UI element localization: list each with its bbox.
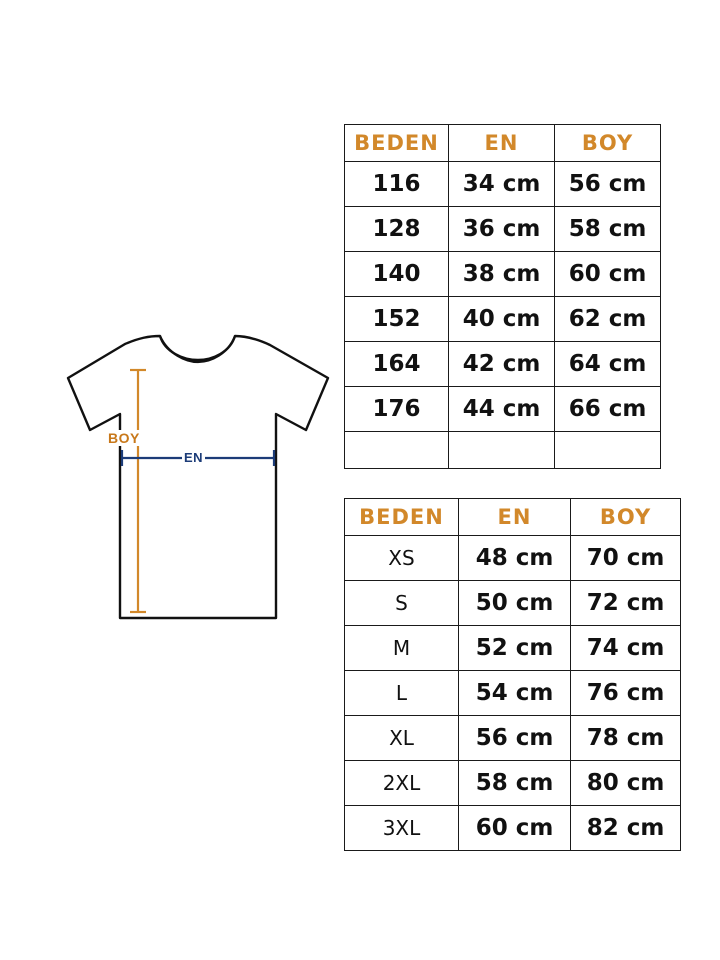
- cell-beden: 152: [345, 297, 449, 342]
- table-header-row: [345, 125, 661, 162]
- cell-en: 58 cm: [459, 761, 571, 806]
- size-table-adult: [344, 498, 681, 851]
- cell-boy: 56 cm: [555, 162, 661, 207]
- table-row: [345, 252, 661, 297]
- cell-boy: 72 cm: [571, 581, 681, 626]
- boy-label: BOY: [108, 430, 140, 446]
- cell-boy: 82 cm: [571, 806, 681, 851]
- cell-beden: XS: [345, 536, 459, 581]
- size-table-kids: [344, 124, 661, 469]
- cell-boy: 76 cm: [571, 671, 681, 716]
- table-row: [345, 716, 681, 761]
- column-header-en: EN: [459, 499, 571, 536]
- table-row: [345, 626, 681, 671]
- column-header-en: EN: [449, 125, 555, 162]
- cell-en: 60 cm: [459, 806, 571, 851]
- table-row: [345, 581, 681, 626]
- table-row-empty: [345, 432, 661, 469]
- cell-beden: 116: [345, 162, 449, 207]
- table-row: [345, 207, 661, 252]
- cell-en: 42 cm: [449, 342, 555, 387]
- cell-beden: 2XL: [345, 761, 459, 806]
- column-header-beden: BEDEN: [345, 125, 449, 162]
- cell-boy: 74 cm: [571, 626, 681, 671]
- cell-beden: 164: [345, 342, 449, 387]
- cell-en: 56 cm: [459, 716, 571, 761]
- cell-en: 52 cm: [459, 626, 571, 671]
- cell-en: 40 cm: [449, 297, 555, 342]
- table-row: [345, 297, 661, 342]
- cell-beden: L: [345, 671, 459, 716]
- cell-en: 36 cm: [449, 207, 555, 252]
- cell-boy: 62 cm: [555, 297, 661, 342]
- cell-boy: 58 cm: [555, 207, 661, 252]
- cell-boy: [555, 432, 661, 469]
- cell-beden: 128: [345, 207, 449, 252]
- cell-en: [449, 432, 555, 469]
- column-header-beden: BEDEN: [345, 499, 459, 536]
- cell-beden: XL: [345, 716, 459, 761]
- cell-en: 44 cm: [449, 387, 555, 432]
- cell-beden: [345, 432, 449, 469]
- column-header-boy: BOY: [571, 499, 681, 536]
- table-row: [345, 536, 681, 581]
- cell-beden: 3XL: [345, 806, 459, 851]
- cell-boy: 70 cm: [571, 536, 681, 581]
- cell-beden: 176: [345, 387, 449, 432]
- table-header-row: [345, 499, 681, 536]
- table-row: [345, 342, 661, 387]
- cell-beden: 140: [345, 252, 449, 297]
- cell-en: 38 cm: [449, 252, 555, 297]
- cell-beden: M: [345, 626, 459, 671]
- cell-boy: 78 cm: [571, 716, 681, 761]
- column-header-boy: BOY: [555, 125, 661, 162]
- table-row: [345, 387, 661, 432]
- cell-en: 48 cm: [459, 536, 571, 581]
- t-shirt-outline-icon: [18, 330, 338, 635]
- cell-boy: 64 cm: [555, 342, 661, 387]
- table-row: [345, 806, 681, 851]
- cell-boy: 60 cm: [555, 252, 661, 297]
- cell-beden: S: [345, 581, 459, 626]
- cell-en: 34 cm: [449, 162, 555, 207]
- table-row: [345, 671, 681, 716]
- en-label: EN: [184, 450, 204, 465]
- cell-en: 54 cm: [459, 671, 571, 716]
- table-row: [345, 162, 661, 207]
- table-row: [345, 761, 681, 806]
- t-shirt-measurement-diagram: [18, 330, 338, 635]
- cell-boy: 80 cm: [571, 761, 681, 806]
- cell-en: 50 cm: [459, 581, 571, 626]
- cell-boy: 66 cm: [555, 387, 661, 432]
